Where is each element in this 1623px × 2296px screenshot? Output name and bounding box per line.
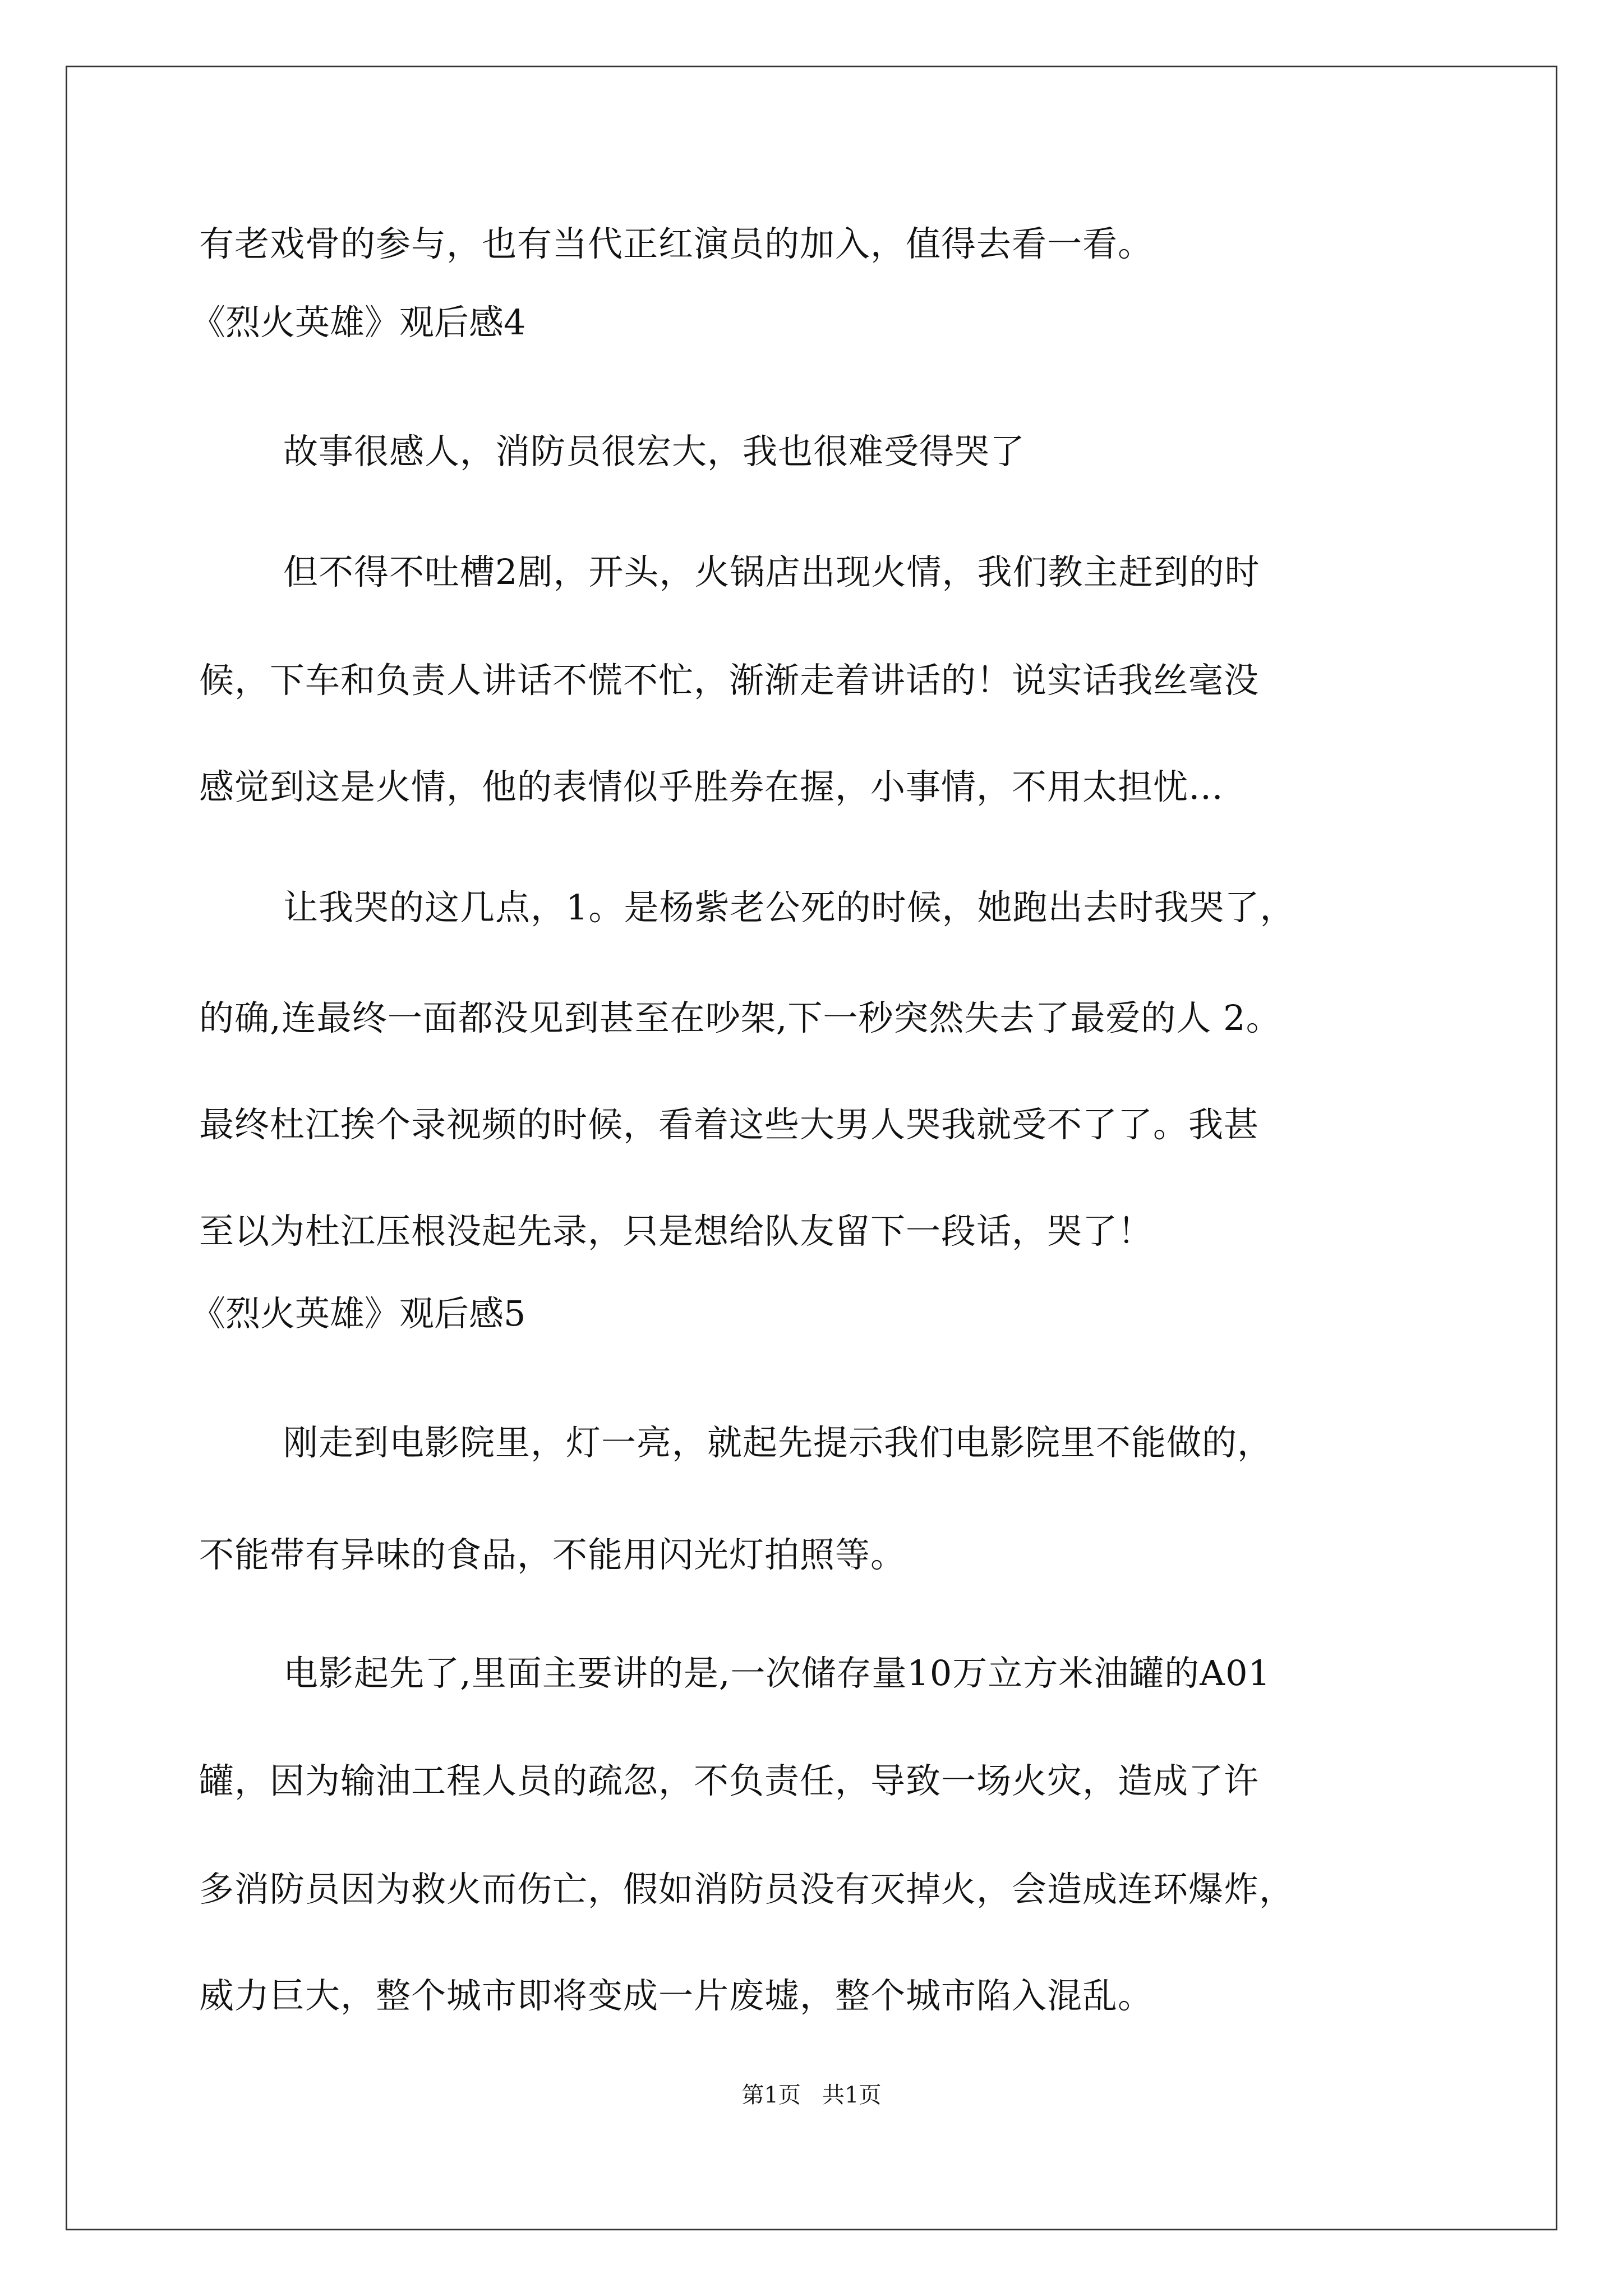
text-line: 有老戏骨的参与，也有当代正红演员的加入，值得去看一看。	[199, 223, 1154, 264]
text-line: 故事很感人，消防员很宏大，我也很难受得哭了	[283, 431, 1026, 472]
text-line: 至以为杜江压根没起先录，只是想给队友留下一段话，哭了！	[199, 1211, 1154, 1251]
section-heading: 《烈火英雄》观后感5	[191, 1293, 526, 1334]
text-line: 多消防员因为救火而伤亡，假如消防员没有灭掉火，会造成连环爆炸，	[199, 1869, 1295, 1910]
text-line: 最终杜江挨个录视频的时候，看着这些大男人哭我就受不了了。我甚	[199, 1104, 1260, 1145]
text-line: 电影起先了,里面主要讲的是,一次储存量10万立方米油罐的A01	[283, 1653, 1271, 1694]
text-line: 不能带有异味的食品，不能用闪光灯拍照等。	[199, 1534, 906, 1575]
text-line: 刚走到电影院里，灯一亮，就起先提示我们电影院里不能做的，	[283, 1422, 1273, 1463]
text-line: 候，下车和负责人讲话不慌不忙，渐渐走着讲话的！说实话我丝毫没	[199, 660, 1260, 701]
page-footer: 第1页 共1页	[741, 2082, 882, 2108]
text-line: 威力巨大，整个城市即将变成一片废墟，整个城市陷入混乱。	[199, 1975, 1154, 2016]
text-line: 罐，因为输油工程人员的疏忽，不负责任，导致一场火灾，造成了许	[199, 1760, 1260, 1801]
section-heading: 《烈火英雄》观后感4	[191, 302, 526, 343]
text-line: 让我哭的这几点，1。是杨紫老公死的时候，她跑出去时我哭了，	[283, 887, 1295, 928]
text-line: 但不得不吐槽2剧，开头，火锅店出现火情，我们教主赶到的时	[283, 551, 1260, 592]
text-line: 的确,连最终一面都没见到甚至在吵架,下一秒突然失去了最爱的人 2。	[199, 997, 1281, 1038]
text-line: 感觉到这是火情，他的表情似乎胜券在握，小事情，不用太担忧…	[199, 766, 1224, 807]
